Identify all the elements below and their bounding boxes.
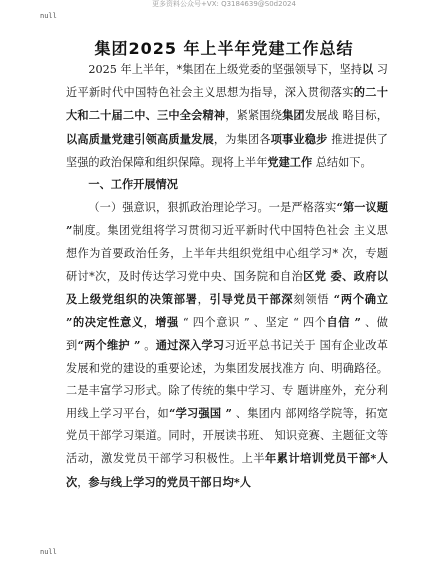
intro-text: 2025 年上半年，*集团在上级党委的坚强领导下，坚持: [88, 63, 362, 76]
intro-bold: 以: [361, 62, 374, 76]
intro-bold: 的二十大和二十届二中、三中全会精神: [66, 85, 388, 123]
intro-text: ，紧紧围绕: [225, 109, 283, 123]
intro-text: 发展战 略目标，: [304, 109, 388, 123]
section-heading: 一、工作开展情况: [88, 178, 178, 192]
body-text: ，: [143, 316, 156, 330]
intro-text: 习近平新时代中国特色社会主义思想为指导，深入贯彻落实: [66, 63, 388, 100]
body-bold: 通过深入学习: [155, 338, 225, 353]
body-bold: 区党 委、政府以及上级党组织的决策部署: [66, 268, 388, 307]
page-marker-top: null: [40, 12, 57, 20]
body-bold: 自信 ”: [326, 315, 361, 330]
body-bold: 年累计培训党员干部*人次: [66, 451, 388, 489]
page-marker-bottom: null: [40, 548, 57, 556]
intro-paragraph: [66, 58, 388, 174]
body-text: 刻领悟: [293, 293, 334, 307]
intro-bold: 项事业稳步: [270, 131, 328, 146]
body-text: 、集团内 部网络学院等，拓宽党员干部学习渠道。同时，开展读书班、 知识竞赛、主题征文等活动，激发党员干部学习积极性。上半: [66, 407, 388, 466]
document-title: 集团2025 年上半年党建工作总结: [94, 39, 354, 58]
intro-text: 推进提供了坚强的政治保障和组织保障。现将上半年: [66, 132, 388, 169]
body-text: ，: [197, 293, 210, 307]
intro-text: 总结如下。: [312, 155, 372, 169]
intro-bold: 以高质量党建引领高质量发展: [66, 131, 214, 146]
body-bold: 参与线上学习的党员干部日均*人: [88, 474, 251, 489]
body-text: “ 四个意识 ” 、坚定 “ 四个: [178, 316, 327, 330]
body-bold: “两个维护 ”: [77, 338, 141, 353]
body-text: 。: [140, 339, 156, 353]
body-paragraph: [66, 196, 388, 494]
body-text: ，: [77, 475, 89, 489]
body-text: 、做到: [66, 316, 388, 353]
body-bold: 增强: [155, 315, 179, 330]
body-bold: “学习强国 ”: [168, 406, 232, 421]
document-body: [66, 58, 388, 494]
body-bold: 引导党员干部深: [209, 292, 294, 307]
body-bold: “两个确立 ”的决定性意义: [66, 292, 388, 330]
intro-bold: 党建工作: [267, 154, 313, 169]
intro-bold: 集团: [282, 108, 305, 123]
intro-text: ，为集团各: [213, 132, 271, 146]
body-text: 习近平总书记关于 国有企业改革发展和党的建设的重要论述，为集团发展找准方 向、明确路径。二是丰富学习形式。除了传统的集中学习、专 题讲座外，充分利用线上学习平台，如: [66, 339, 388, 421]
watermark-header: 更多资料公众号+VX: Q3184639@S0d2024: [152, 0, 296, 8]
body-text: 制度。集团党组将学习贯彻习近平新时代中国特色社会 主义思想作为首要政治任务，上半年共组织党组中心组学习* 次，专题研讨*次，及时传达学习党中央、国务院和自治: [66, 224, 388, 283]
body-text: （一）强意识，狠抓政治理论学习。一是严格落实: [88, 201, 337, 215]
body-bold: “第一议题 ”: [66, 200, 388, 238]
